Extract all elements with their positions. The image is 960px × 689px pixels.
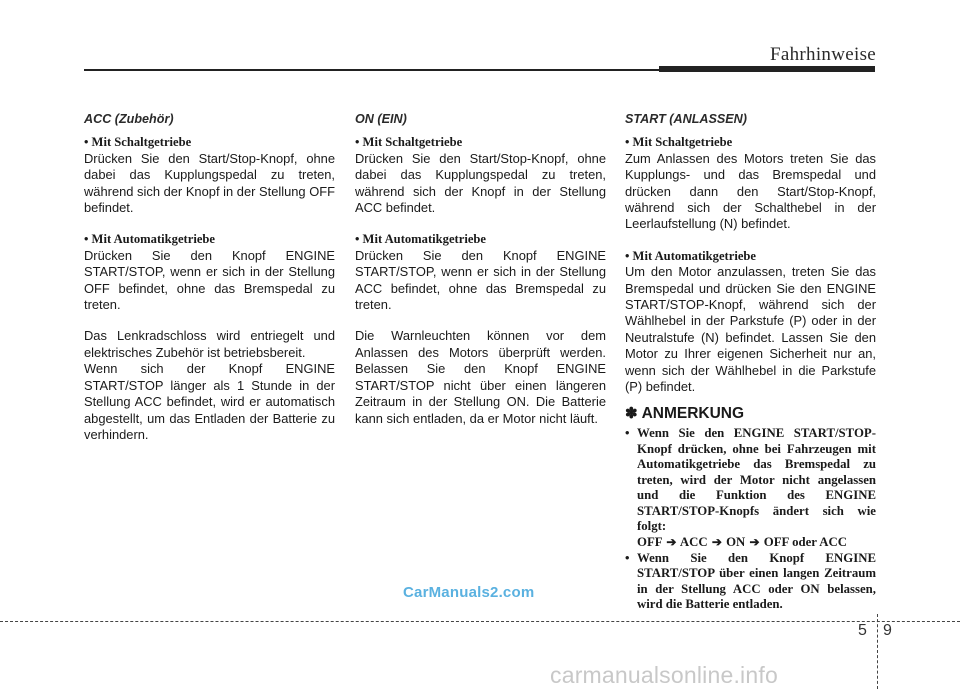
arrow-right-icon: ➔	[711, 535, 722, 550]
on-auto-text: Drücken Sie den Knopf ENGINE START/STOP, wenn er sich in der Stellung ACC befindet, ohne das Bremspedal zu treten.	[355, 247, 606, 313]
page-number: 9	[883, 622, 892, 639]
start-manual-text: Zum Anlassen des Motors treten Sie das Kupplungs- und das Bremspedal und drücken dann den Start/Stop-Knopf, während sich der Schalthebel in der Leerlaufstellung (N) befindet.	[625, 150, 876, 232]
start-auto-text: Um den Motor anzulassen, treten Sie das Bremspedal und drücken Sie den ENGINE START/STOP-Knopf, während sich der Wählhebel in der Parkstufe (P) oder in der Neutralstufe (N) befindet. Lassen Sie den Motor zu Ihrer eigenen Sicherheit nur an, wenn sich der Wählhebel in die Parkstufe (P) befindet.	[625, 264, 876, 395]
on-manual-heading: • Mit Schaltgetriebe	[355, 135, 463, 150]
acc-manual-heading: • Mit Schaltgetriebe	[84, 135, 192, 150]
acc-title: ACC (Zubehör)	[84, 112, 174, 126]
note-item-2-text: Wenn Sie den Knopf ENGINE START/STOP über einen langen Zeitraum in der Stellung ACC oder ON belassen, wird die Batterie entladen.	[637, 550, 876, 612]
state-sequence	[637, 535, 847, 549]
note-item	[625, 551, 876, 613]
start-auto-heading: • Mit Automatikgetriebe	[625, 248, 757, 263]
section-title: Fahrhinweise	[770, 44, 876, 65]
column-start	[625, 111, 876, 613]
seq-on: ON	[726, 535, 746, 550]
arrow-right-icon: ➔	[666, 535, 677, 550]
footer-vertical-divider	[877, 614, 878, 689]
footer-divider	[0, 621, 960, 622]
page-section-number: 5	[858, 622, 867, 639]
header-rule	[84, 69, 659, 71]
arrow-right-icon: ➔	[749, 535, 760, 550]
acc-para-4: Wenn sich der Knopf ENGINE START/STOP länger als 1 Stunde in der Stellung ACC befindet, wird er automatisch abgestellt, um das Entladen der Batterie zu verhindern.	[84, 361, 335, 442]
start-manual-heading: • Mit Schaltgetriebe	[625, 135, 733, 150]
on-title: ON (EIN)	[355, 112, 407, 126]
on-manual-text: Drücken Sie den Start/Stop-Knopf, ohne dabei das Kupplungspedal zu treten, während sich der Knopf in der Stellung ACC befindet.	[355, 150, 606, 216]
bullet-icon: •	[625, 425, 630, 440]
acc-para-3: Das Lenkradschloss wird entriegelt und elektrisches Zubehör ist betriebsbereit.	[84, 328, 335, 360]
note-item	[625, 426, 876, 551]
acc-manual-text: Drücken Sie den Start/Stop-Knopf, ohne dabei das Kupplungspedal zu treten, während sich der Knopf in der Stellung OFF befindet.	[84, 150, 335, 216]
column-on	[355, 111, 606, 442]
header-rule-thick	[659, 66, 875, 72]
seq-end: OFF oder ACC	[763, 535, 847, 550]
watermark-logo[interactable]: CarManuals2.com	[403, 584, 535, 601]
watermark-footer[interactable]: carmanualsonline.info	[550, 662, 778, 688]
on-auto-heading: • Mit Automatikgetriebe	[355, 232, 487, 247]
column-acc	[84, 111, 335, 458]
note-title: ANMERKUNG	[641, 404, 745, 422]
seq-acc: ACC	[679, 535, 708, 550]
note-list	[625, 426, 876, 613]
on-para-3: Die Warnleuchten können vor dem Anlassen des Motors überprüft werden. Belassen Sie den Knopf ENGINE START/STOP nicht über einen längeren Zeitraum in der Stellung ON. Die Batterie kann sich entladen, da er Motor nicht läuft.	[355, 328, 606, 426]
note-item-1-text: Wenn Sie den ENGINE START/STOP-Knopf drücken, ohne bei Fahrzeugen mit Automatikgetriebe das Bremspedal zu treten, wird der Motor nicht angelassen und die Funktion des ENGINE START/STOP-Knopfs ändert sich wie folgt:	[637, 425, 876, 534]
seq-off: OFF	[637, 535, 663, 550]
acc-auto-text: Drücken Sie den Knopf ENGINE START/STOP, wenn er sich in der Stellung OFF befindet, ohne das Bremspedal zu treten.	[84, 247, 335, 313]
note-star-icon: ✽	[625, 404, 638, 422]
bullet-icon: •	[625, 550, 630, 565]
acc-auto-heading: • Mit Automatikgetriebe	[84, 232, 216, 247]
start-title: START (ANLASSEN)	[625, 112, 747, 126]
note-heading	[625, 406, 876, 422]
